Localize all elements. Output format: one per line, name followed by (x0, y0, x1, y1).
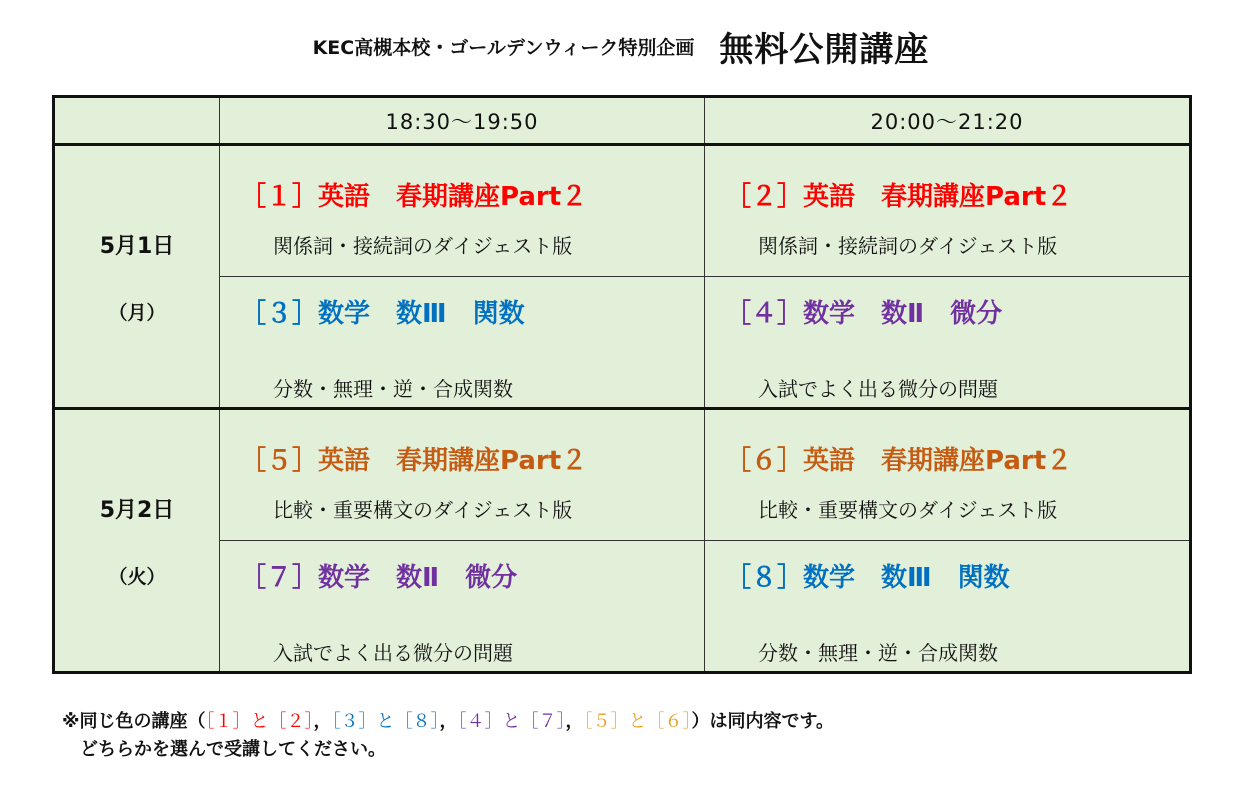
day2-weekday: （火） (108, 565, 166, 588)
day1-weekday: （月） (108, 301, 166, 324)
day2-row-b (54, 541, 1191, 673)
course-desc: 比較・重要構文のダイジェスト版 (758, 498, 1058, 522)
course-title: ［５］英語 春期講座Part２ (240, 446, 588, 476)
note-suffix: ）は同内容です。 (691, 711, 835, 732)
time-header-row (54, 97, 1191, 145)
course-desc: 関係詞・接続詞のダイジェスト版 (758, 234, 1058, 258)
time-slot-2: 20:00〜21:20 (705, 97, 1191, 145)
day1-row-a (54, 145, 1191, 277)
course-desc: 関係詞・接続詞のダイジェスト版 (273, 234, 573, 258)
course-desc: 分数・無理・逆・合成関数 (758, 641, 998, 665)
day1-row-b (54, 277, 1191, 409)
course-title: ［４］数学 数Ⅱ 微分 (725, 299, 1003, 329)
note-pair-purple: ［４］と［７］ (457, 711, 566, 732)
course-title: ［２］英語 春期講座Part２ (725, 182, 1073, 212)
corner-cell (54, 97, 220, 145)
note-pair-orange: ［５］と［６］ (583, 711, 692, 732)
note-prefix: ※同じ色の講座（ (62, 711, 206, 732)
note-separator: ， (565, 711, 584, 732)
course-desc: 分数・無理・逆・合成関数 (273, 377, 513, 401)
page-header (0, 22, 1242, 71)
course-desc: 入試でよく出る微分の問題 (273, 641, 513, 665)
footnote (62, 708, 834, 764)
course-cell (220, 541, 705, 673)
note-separator: ， (313, 711, 332, 732)
schedule-table (52, 95, 1192, 674)
header-title: 無料公開講座 (719, 30, 930, 70)
day2-date: 5月2日 (99, 497, 175, 523)
course-title: ［７］数学 数Ⅱ 微分 (240, 563, 518, 593)
note-line2: どちらかを選んで受講してください。 (80, 739, 386, 760)
course-cell (220, 277, 705, 409)
note-pair-blue: ［３］と［８］ (331, 711, 440, 732)
course-title: ［８］数学 数Ⅲ 関数 (725, 563, 1010, 593)
note-separator: ， (439, 711, 458, 732)
course-title: ［１］英語 春期講座Part２ (240, 182, 588, 212)
course-cell (705, 409, 1191, 541)
time-slot-1: 18:30〜19:50 (220, 97, 705, 145)
course-title: ［６］英語 春期講座Part２ (725, 446, 1073, 476)
course-cell (220, 409, 705, 541)
day2-label (54, 409, 220, 673)
course-cell (705, 541, 1191, 673)
day2-row-a (54, 409, 1191, 541)
course-desc: 比較・重要構文のダイジェスト版 (273, 498, 573, 522)
note-pair-red: ［１］と［２］ (205, 711, 314, 732)
course-cell (705, 277, 1191, 409)
course-title: ［３］数学 数Ⅲ 関数 (240, 299, 525, 329)
header-subtitle: KEC高槻本校・ゴールデンウィーク特別企画 (312, 37, 695, 59)
course-desc: 入試でよく出る微分の問題 (758, 377, 998, 401)
day1-date: 5月1日 (99, 233, 175, 259)
course-cell (705, 145, 1191, 277)
day1-label (54, 145, 220, 409)
course-cell (220, 145, 705, 277)
